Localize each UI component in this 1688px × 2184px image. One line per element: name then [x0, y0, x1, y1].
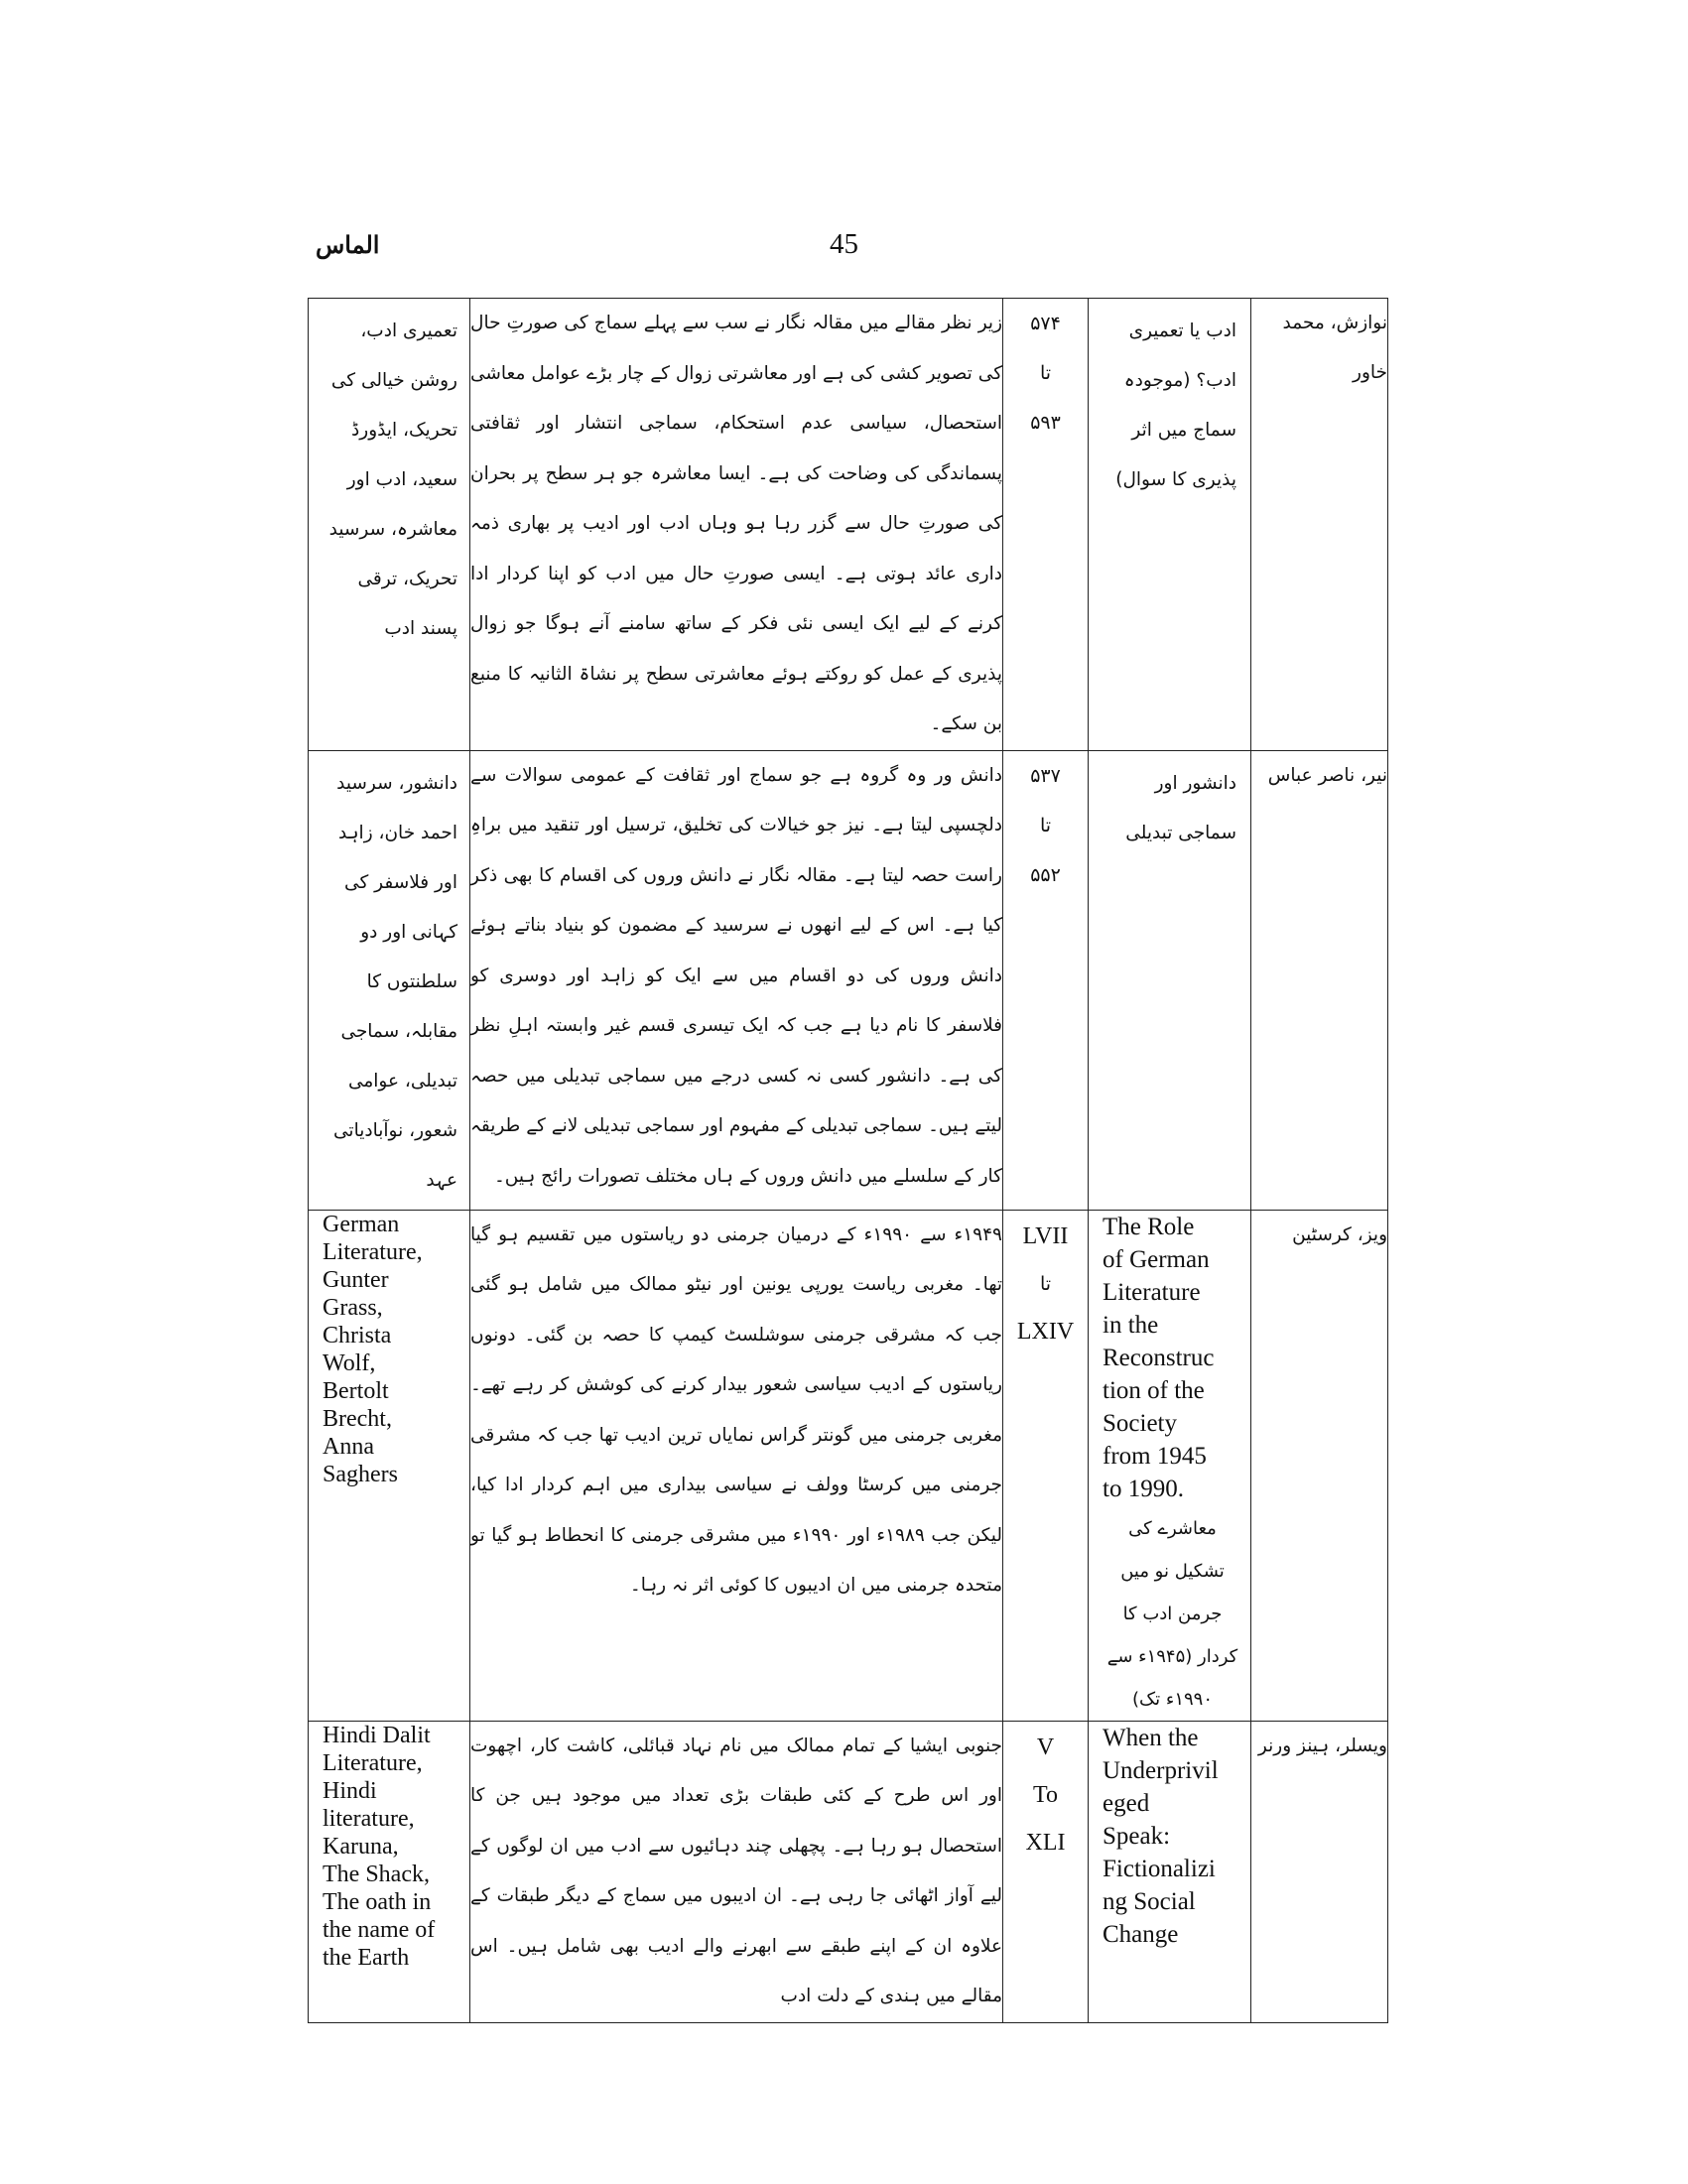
keyword-line: Anna	[323, 1433, 374, 1460]
keywords-cell	[309, 1210, 470, 1721]
table-row	[309, 299, 1388, 751]
keyword-line: Christa	[323, 1322, 392, 1349]
title-line: Fictionalizi	[1103, 1855, 1216, 1882]
title-cell: ادب یا تعمیری ادب؟ (موجودہ سماج میں اثر پذیری کا سوال)	[1089, 299, 1251, 751]
article-index-table	[308, 298, 1388, 2023]
page-to: LXIV	[1016, 1318, 1075, 1345]
journal-name: الماس	[316, 230, 380, 259]
page-from: V	[1036, 1734, 1055, 1760]
page-separator: To	[1033, 1781, 1058, 1808]
urdu-title-line: جرمن ادب کا	[1122, 1603, 1223, 1624]
page-to: ۵۵۲	[1030, 863, 1061, 886]
title-line: Speak:	[1103, 1822, 1171, 1850]
keyword-line: Saghers	[323, 1461, 398, 1487]
page-number: 45	[830, 228, 858, 260]
urdu-title-line: کردار (۱۹۴۵ء سے	[1106, 1645, 1238, 1667]
page-to: ۵۹۳	[1030, 412, 1061, 434]
keyword-line: literature,	[323, 1805, 415, 1832]
pages-cell	[1003, 1210, 1089, 1721]
table-row	[309, 1721, 1388, 2022]
keyword-line: Literature,	[323, 1238, 423, 1265]
title-line: from 1945	[1103, 1442, 1207, 1470]
keyword-line: Bertolt	[323, 1377, 389, 1404]
keyword-line: Brecht,	[323, 1405, 392, 1432]
keyword-line: Gunter	[323, 1266, 389, 1293]
title-line: ng Social	[1103, 1887, 1196, 1915]
title-line: tion of the	[1103, 1376, 1205, 1404]
keywords-cell	[309, 1721, 470, 2022]
title-line: The Role	[1103, 1213, 1195, 1240]
keywords-cell: دانشور، سرسید احمد خان، زاہد اور فلاسفر کی کہانی اور دو سلطنتوں کا مقابلہ، سماجی تبدیلی، عوامی شعور، نوآبادیاتی عہد	[309, 750, 470, 1210]
page-separator: تا	[1039, 1272, 1052, 1295]
pages-cell	[1003, 1721, 1089, 2022]
summary-cell: جنوبی ایشیا کے تمام ممالک میں نام نہاد قبائلی، کاشت کار، اچھوت اور اس طرح کے کئی طبقات بڑی تعداد میں موجود ہیں جن کا استحصال ہو رہا ہے۔ پچھلی چند دہائیوں سے ادب میں ان لوگوں کے لیے آواز اٹھائی جا رہی ہے۔ ان ادیبوں میں سماج کے دیگر طبقات کے علاوہ ان کے اپنے طبقے سے ابھرنے والے ادیب بھی شامل ہیں۔ اس مقالے میں ہندی کے دلت ادب	[470, 1721, 1003, 2022]
author-cell: نیر، ناصر عباس	[1251, 750, 1388, 1210]
page-separator: تا	[1039, 362, 1052, 384]
keyword-line: Hindi Dalit	[323, 1722, 431, 1748]
title-line: When the	[1103, 1724, 1199, 1751]
keyword-line: The oath in	[323, 1888, 432, 1915]
pages-cell	[1003, 299, 1089, 751]
keyword-line: Karuna,	[323, 1833, 399, 1860]
table-row	[309, 1210, 1388, 1721]
summary-cell: ۱۹۴۹ء سے ۱۹۹۰ء کے درمیان جرمنی دو ریاستوں میں تقسیم ہو گیا تھا۔ مغربی ریاست یورپی یونین اور نیٹو ممالک میں شامل ہو گئی جب کہ مشرقی جرمنی سوشلسٹ کیمپ کا حصہ بن گئی۔ دونوں ریاستوں کے ادیب سیاسی شعور بیدار کرنے کی کوشش کر رہے تھے۔ مغربی جرمنی میں گونتر گراس نمایاں ترین ادیب تھا جب کہ مشرقی جرمنی میں کرسٹا وولف نے سیاسی بیداری میں اہم کردار ادا کیا، لیکن جب ۱۹۸۹ء اور ۱۹۹۰ء میں مشرقی جرمنی کا انحطاط ہو گیا تو متحدہ جرمنی میں ان ادیبوں کا کوئی اثر نہ رہا۔	[470, 1210, 1003, 1721]
keyword-line: The Shack,	[323, 1861, 430, 1887]
urdu-title-line: ۱۹۹۰ء تک)	[1132, 1688, 1213, 1710]
keyword-line: Literature,	[323, 1749, 423, 1776]
page-from: LVII	[1022, 1222, 1069, 1249]
summary-cell: دانش ور وہ گروہ ہے جو سماج اور ثقافت کے عمومی سوالات سے دلچسپی لیتا ہے۔ نیز جو خیالات کی تخلیق، ترسیل اور تنقید میں براہِ راست حصہ لیتا ہے۔ مقالہ نگار نے دانش وروں کی اقسام کا بھی ذکر کیا ہے۔ اس کے لیے انھوں نے سرسید کے مضمون کو بنیاد بناتے ہوئے دانش وروں کی دو اقسام میں سے ایک کو زاہد اور دوسری کو فلاسفر کا نام دیا ہے جب کہ ایک تیسری قسم غیر وابستہ اہلِ نظر کی ہے۔ دانشور کسی نہ کسی درجے میں سماجی تبدیلی میں حصہ لیتے ہیں۔ سماجی تبدیلی کے مفہوم اور سماجی تبدیلی لانے کے طریقہ کار کے سلسلے میں دانش وروں کے ہاں مختلف تصورات رائج ہیں۔	[470, 750, 1003, 1210]
title-line: Underprivil	[1103, 1756, 1219, 1784]
title-line: Change	[1103, 1920, 1179, 1948]
title-line: to 1990.	[1103, 1475, 1184, 1502]
keywords-cell: تعمیری ادب، روشن خیالی کی تحریک، ایڈورڈ سعید، ادب اور معاشرہ، سرسید تحریک، ترقی پسند ادب	[309, 299, 470, 751]
urdu-title-translation	[1103, 1507, 1242, 1721]
page-to: XLI	[1025, 1829, 1066, 1856]
keyword-line: Grass,	[323, 1294, 383, 1321]
title-line: Literature	[1103, 1278, 1201, 1306]
keyword-line: Wolf,	[323, 1349, 376, 1376]
author-cell: نوازش، محمد خاور	[1251, 299, 1388, 751]
author-cell: ویز، کرسٹین	[1251, 1210, 1388, 1721]
title-line: in the	[1103, 1311, 1159, 1339]
title-line: of German	[1103, 1245, 1210, 1273]
title-cell	[1089, 1721, 1251, 2022]
urdu-title-line: معاشرے کی	[1128, 1517, 1217, 1539]
keyword-line: the Earth	[323, 1944, 410, 1971]
title-cell: دانشور اور سماجی تبدیلی	[1089, 750, 1251, 1210]
urdu-title-line: تشکیل نو میں	[1120, 1560, 1225, 1582]
page-from: ۵۷۴	[1030, 313, 1061, 334]
pages-cell	[1003, 750, 1089, 1210]
title-line: eged	[1103, 1789, 1150, 1817]
summary-cell: زیر نظر مقالے میں مقالہ نگار نے سب سے پہلے سماج کی صورتِ حال کی تصویر کشی کی ہے اور معاشرتی زوال کے چار بڑے عوامل معاشی استحصال، سیاسی عدم استحکام، سماجی انتشار اور ثقافتی پسماندگی کی وضاحت کی ہے۔ ایسا معاشرہ جو ہر سطح پر بحران کی صورتِ حال سے گزر رہا ہو وہاں ادب اور ادیب پر بھاری ذمہ داری عائد ہوتی ہے۔ ایسی صورتِ حال میں ادب کو اپنا کردار ادا کرنے کے لیے ایک ایسی نئی فکر کے ساتھ سامنے آنے ہوگا جو زوال پذیری کے عمل کو روکتے ہوئے معاشرتی سطح پر نشاۃ الثانیہ کا منبع بن سکے۔	[470, 299, 1003, 751]
title-line: Society	[1103, 1409, 1177, 1437]
page-from: ۵۳۷	[1030, 764, 1061, 787]
keyword-line: Hindi	[323, 1777, 377, 1804]
page-separator: تا	[1039, 814, 1052, 836]
keyword-line: the name of	[323, 1916, 436, 1943]
title-cell	[1089, 1210, 1251, 1721]
title-line: Reconstruc	[1103, 1344, 1215, 1371]
table-row	[309, 750, 1388, 1210]
author-cell: ویسلر، ہینز ورنر	[1251, 1721, 1388, 2022]
keyword-line: German	[323, 1211, 400, 1237]
